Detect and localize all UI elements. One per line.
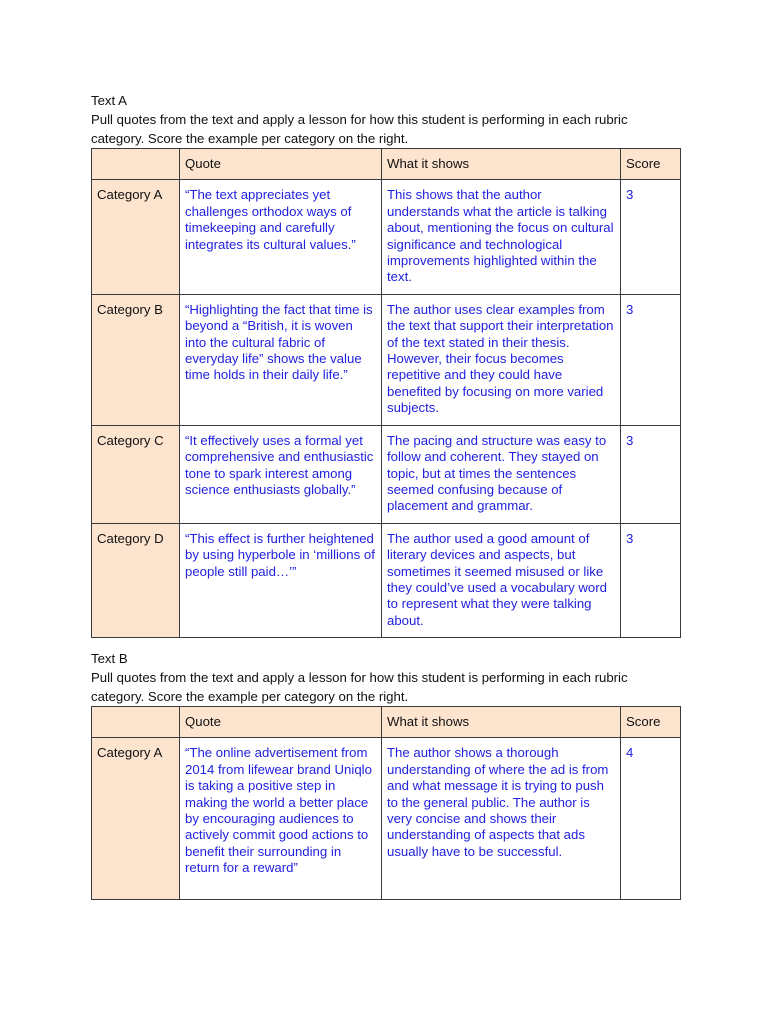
quote-cell[interactable]: “The online advertisement from 2014 from lifewear brand Uniqlo is taking a positive step in making the world a better place by encouraging audiences to actively commit good actions to benefit their surrounding in return for a reward” [180, 738, 382, 900]
score-cell[interactable]: 3 [621, 180, 681, 294]
what-it-shows-cell[interactable]: The author used a good amount of literary devices and aspects, but sometimes it seemed misused or like they could’ve used a vocabulary word to represent what they were talking about. [382, 523, 621, 637]
header-what-it-shows: What it shows [382, 149, 621, 180]
category-cell: Category C [92, 425, 180, 523]
section-instructions: Pull quotes from the text and apply a lesson for how this student is performing in each rubric category. Score the example per category on the right. [91, 112, 628, 146]
category-cell: Category B [92, 294, 180, 425]
header-score: Score [621, 707, 681, 738]
what-it-shows-cell[interactable]: The author shows a thorough understanding of where the ad is from and what message it is trying to push to the general public. The author is very concise and shows their understanding of aspects that ads usually have to be successful. [382, 738, 621, 900]
table-row [92, 294, 681, 425]
quote-cell[interactable]: “It effectively uses a formal yet comprehensive and enthusiastic tone to spark interest among science enthusiasts globally.” [180, 425, 382, 523]
table-row [92, 523, 681, 637]
quote-cell[interactable]: “This effect is further heightened by using hyperbole in ‘millions of people still paid…’” [180, 523, 382, 637]
category-cell: Category A [92, 738, 180, 900]
header-empty-cell [92, 149, 180, 180]
quote-cell[interactable]: “Highlighting the fact that time is beyond a “British, it is woven into the cultural fabric of everyday life” shows the value time holds in their daily life.” [180, 294, 382, 425]
what-it-shows-cell[interactable]: This shows that the author understands what the article is talking about, mentioning the focus on cultural significance and technological improvements highlighted within the text. [382, 180, 621, 294]
text-b-section [91, 650, 681, 900]
table-row [92, 738, 681, 900]
score-cell[interactable]: 3 [621, 523, 681, 637]
table-header-row [92, 707, 681, 738]
quote-cell[interactable]: “The text appreciates yet challenges orthodox ways of timekeeping and carefully integrates its cultural values.” [180, 180, 382, 294]
what-it-shows-cell[interactable]: The pacing and structure was easy to follow and coherent. They stayed on topic, but at times the sentences seemed confusing because of placement and grammar. [382, 425, 621, 523]
section-title: Text B [91, 651, 128, 666]
category-cell: Category D [92, 523, 180, 637]
section-instructions: Pull quotes from the text and apply a lesson for how this student is performing in each rubric category. Score the example per category on the right. [91, 670, 628, 704]
header-quote: Quote [180, 149, 382, 180]
what-it-shows-cell[interactable]: The author uses clear examples from the text that support their interpretation of the text stated in their thesis. However, their focus becomes repetitive and they could have benefited by focusing on more varied subjects. [382, 294, 621, 425]
rubric-table-b [91, 706, 681, 900]
header-score: Score [621, 149, 681, 180]
header-empty-cell [92, 707, 180, 738]
category-cell: Category A [92, 180, 180, 294]
header-what-it-shows: What it shows [382, 707, 621, 738]
header-quote: Quote [180, 707, 382, 738]
score-cell[interactable]: 3 [621, 425, 681, 523]
text-a-section [91, 92, 681, 638]
rubric-table-a [91, 148, 681, 638]
table-row [92, 425, 681, 523]
table-row [92, 180, 681, 294]
table-header-row [92, 149, 681, 180]
section-title: Text A [91, 93, 127, 108]
score-cell[interactable]: 4 [621, 738, 681, 900]
score-cell[interactable]: 3 [621, 294, 681, 425]
